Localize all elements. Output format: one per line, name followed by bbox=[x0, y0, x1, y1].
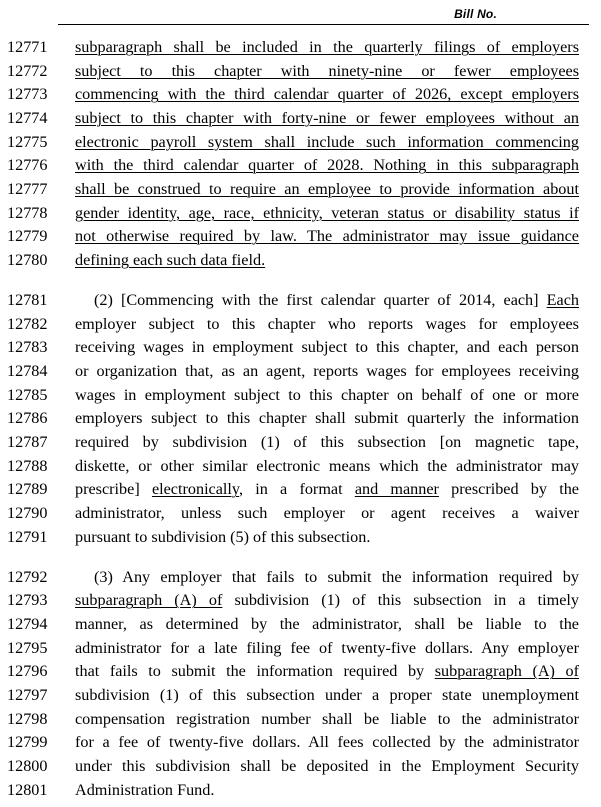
text-line bbox=[0, 82, 601, 106]
text-line bbox=[0, 754, 601, 778]
line-segment: , in a format bbox=[238, 480, 355, 499]
text-line bbox=[0, 707, 601, 731]
inserted-text: electronically bbox=[151, 480, 239, 499]
text-line bbox=[0, 59, 601, 83]
line-segment: receiving wages in employment subject to this chapter, and each person bbox=[75, 338, 579, 357]
line-number: 12791 bbox=[7, 527, 48, 546]
text-line bbox=[0, 130, 601, 154]
text-line bbox=[0, 177, 601, 201]
line-number: 12779 bbox=[7, 227, 48, 246]
line-text bbox=[75, 35, 579, 59]
inserted-text: subparagraph (A) of bbox=[434, 662, 579, 681]
line-segment: that fails to submit the information required by bbox=[75, 662, 435, 681]
line-text bbox=[75, 730, 579, 754]
text-line bbox=[0, 335, 601, 359]
line-number: 12778 bbox=[7, 203, 48, 222]
line-number: 12785 bbox=[7, 385, 48, 404]
text-line bbox=[0, 683, 601, 707]
line-segment: or organization that, as an agent, reports wages for employees receiving bbox=[75, 361, 579, 380]
inserted-text: Each bbox=[546, 291, 579, 309]
text-line bbox=[0, 588, 601, 612]
inserted-text: electronic payroll system shall include such information commencing bbox=[75, 132, 579, 151]
line-text bbox=[75, 454, 579, 478]
line-number: 12799 bbox=[7, 733, 48, 752]
line-number: 12781 bbox=[7, 291, 48, 309]
line-text bbox=[75, 106, 579, 130]
inserted-text: subparagraph (A) of bbox=[75, 591, 223, 610]
text-line bbox=[0, 501, 601, 525]
line-text bbox=[75, 612, 579, 636]
inserted-text: with the third calendar quarter of 2028. Nothing in this subparagraph bbox=[75, 156, 579, 175]
line-text bbox=[75, 707, 579, 731]
line-number: 12788 bbox=[7, 456, 48, 475]
line-number: 12783 bbox=[7, 338, 48, 357]
line-text bbox=[75, 130, 579, 154]
line-segment: prescribe] bbox=[75, 480, 152, 499]
line-segment: compensation registration number shall be liable to the administrator bbox=[75, 709, 579, 728]
text-line bbox=[0, 406, 601, 430]
line-text bbox=[75, 477, 579, 501]
line-number: 12775 bbox=[7, 132, 48, 151]
inserted-text: subject to this chapter with forty-nine or fewer employees without an bbox=[75, 108, 579, 127]
line-number: 12789 bbox=[7, 480, 48, 499]
line-segment: (3) Any employer that fails to submit the information required by bbox=[94, 567, 579, 586]
text-line bbox=[0, 106, 601, 130]
line-text bbox=[75, 383, 579, 407]
line-segment: (2) [Commencing with the first calendar quarter of 2014, each] bbox=[94, 291, 547, 309]
text-line bbox=[0, 612, 601, 636]
line-text bbox=[75, 201, 579, 225]
line-number: 12790 bbox=[7, 503, 48, 522]
line-text bbox=[75, 659, 579, 683]
line-text bbox=[75, 588, 579, 612]
line-text bbox=[75, 153, 579, 177]
text-line bbox=[0, 153, 601, 177]
line-text bbox=[75, 59, 579, 83]
text-line bbox=[0, 35, 601, 59]
text-line bbox=[0, 288, 601, 312]
line-number: 12782 bbox=[7, 314, 48, 333]
line-number: 12794 bbox=[7, 614, 48, 633]
line-text bbox=[75, 778, 579, 802]
text-line bbox=[0, 454, 601, 478]
line-number: 12777 bbox=[7, 179, 48, 198]
line-number: 12796 bbox=[7, 662, 48, 681]
inserted-text: not otherwise required by law. The administrator may issue guidance bbox=[75, 227, 579, 246]
text-line bbox=[0, 312, 601, 336]
text-line bbox=[0, 383, 601, 407]
line-number: 12772 bbox=[7, 61, 48, 80]
line-number: 12798 bbox=[7, 709, 48, 728]
text-line bbox=[0, 430, 601, 454]
line-text bbox=[75, 430, 579, 454]
line-text bbox=[75, 636, 579, 660]
line-text bbox=[75, 82, 579, 106]
line-text bbox=[75, 177, 579, 201]
text-line bbox=[0, 224, 601, 248]
line-text bbox=[75, 683, 579, 707]
line-number: 12773 bbox=[7, 85, 48, 104]
inserted-text: commencing with the third calendar quarter of 2026, except employers bbox=[75, 85, 579, 104]
inserted-text: subject to this chapter with ninety-nine or fewer employees bbox=[75, 61, 579, 80]
line-segment: employers subject to this chapter shall submit quarterly the information bbox=[75, 409, 579, 428]
text-line bbox=[0, 636, 601, 660]
line-segment: subdivision (1) of this subsection under a proper state unemployment bbox=[75, 685, 579, 704]
line-text bbox=[75, 248, 579, 272]
line-segment: pursuant to subdivision (5) of this subsection. bbox=[75, 527, 371, 546]
line-text bbox=[75, 224, 579, 248]
text-line bbox=[0, 248, 601, 272]
line-number: 12793 bbox=[7, 591, 48, 610]
line-number: 12800 bbox=[7, 756, 48, 775]
line-text bbox=[75, 312, 579, 336]
line-number: 12787 bbox=[7, 432, 48, 451]
line-segment: wages in employment subject to this chapter on behalf of one or more bbox=[75, 385, 579, 404]
inserted-text: defining each such data field. bbox=[75, 250, 266, 269]
line-segment: under this subdivision shall be deposited in the Employment Security bbox=[75, 756, 579, 775]
line-text bbox=[75, 359, 579, 383]
inserted-text: and manner bbox=[354, 480, 439, 499]
line-text bbox=[75, 525, 579, 549]
line-segment: administrator, unless such employer or agent receives a waiver bbox=[75, 503, 579, 522]
text-line bbox=[0, 565, 601, 589]
line-text bbox=[75, 501, 579, 525]
line-segment: administrator for a late filing fee of twenty-five dollars. Any employer bbox=[75, 638, 579, 657]
line-segment: employer subject to this chapter who reports wages for employees bbox=[75, 314, 579, 333]
page-header bbox=[58, 0, 589, 25]
line-segment: prescribed by the bbox=[438, 480, 579, 499]
text-line bbox=[0, 201, 601, 225]
line-segment: required by subdivision (1) of this subsection [on magnetic tape, bbox=[75, 432, 579, 451]
line-number: 12776 bbox=[7, 156, 48, 175]
text-line bbox=[0, 477, 601, 501]
line-number: 12797 bbox=[7, 685, 48, 704]
text-line bbox=[0, 778, 601, 802]
line-segment: subdivision (1) of this subsection in a timely bbox=[222, 591, 579, 610]
line-number: 12786 bbox=[7, 409, 48, 428]
line-number: 12780 bbox=[7, 250, 48, 269]
text-line bbox=[0, 525, 601, 549]
line-segment: for a fee of twenty-five dollars. All fees collected by the administrator bbox=[75, 733, 579, 752]
line-number: 12771 bbox=[7, 38, 48, 56]
inserted-text: subparagraph shall be included in the quarterly filings of employers bbox=[75, 38, 579, 56]
line-number: 12774 bbox=[7, 108, 48, 127]
line-text bbox=[75, 406, 579, 430]
line-text bbox=[75, 288, 579, 312]
line-segment: manner, as determined by the administrator, shall be liable to the bbox=[75, 614, 579, 633]
text-line bbox=[0, 730, 601, 754]
text-line bbox=[0, 659, 601, 683]
line-text bbox=[75, 335, 579, 359]
inserted-text: gender identity, age, race, ethnicity, veteran status or disability status if bbox=[75, 203, 579, 222]
bill-no-label: Bill No. bbox=[454, 7, 497, 21]
line-text bbox=[75, 565, 579, 589]
line-number: 12801 bbox=[7, 780, 48, 799]
line-number: 12795 bbox=[7, 638, 48, 657]
line-segment: diskette, or other similar electronic means which the administrator may bbox=[75, 456, 579, 475]
text-line bbox=[0, 359, 601, 383]
line-text bbox=[75, 754, 579, 778]
line-segment: Administration Fund. bbox=[75, 780, 215, 799]
inserted-text: shall be construed to require an employee to provide information about bbox=[75, 179, 579, 198]
line-number: 12784 bbox=[7, 361, 48, 380]
line-number: 12792 bbox=[7, 567, 48, 586]
